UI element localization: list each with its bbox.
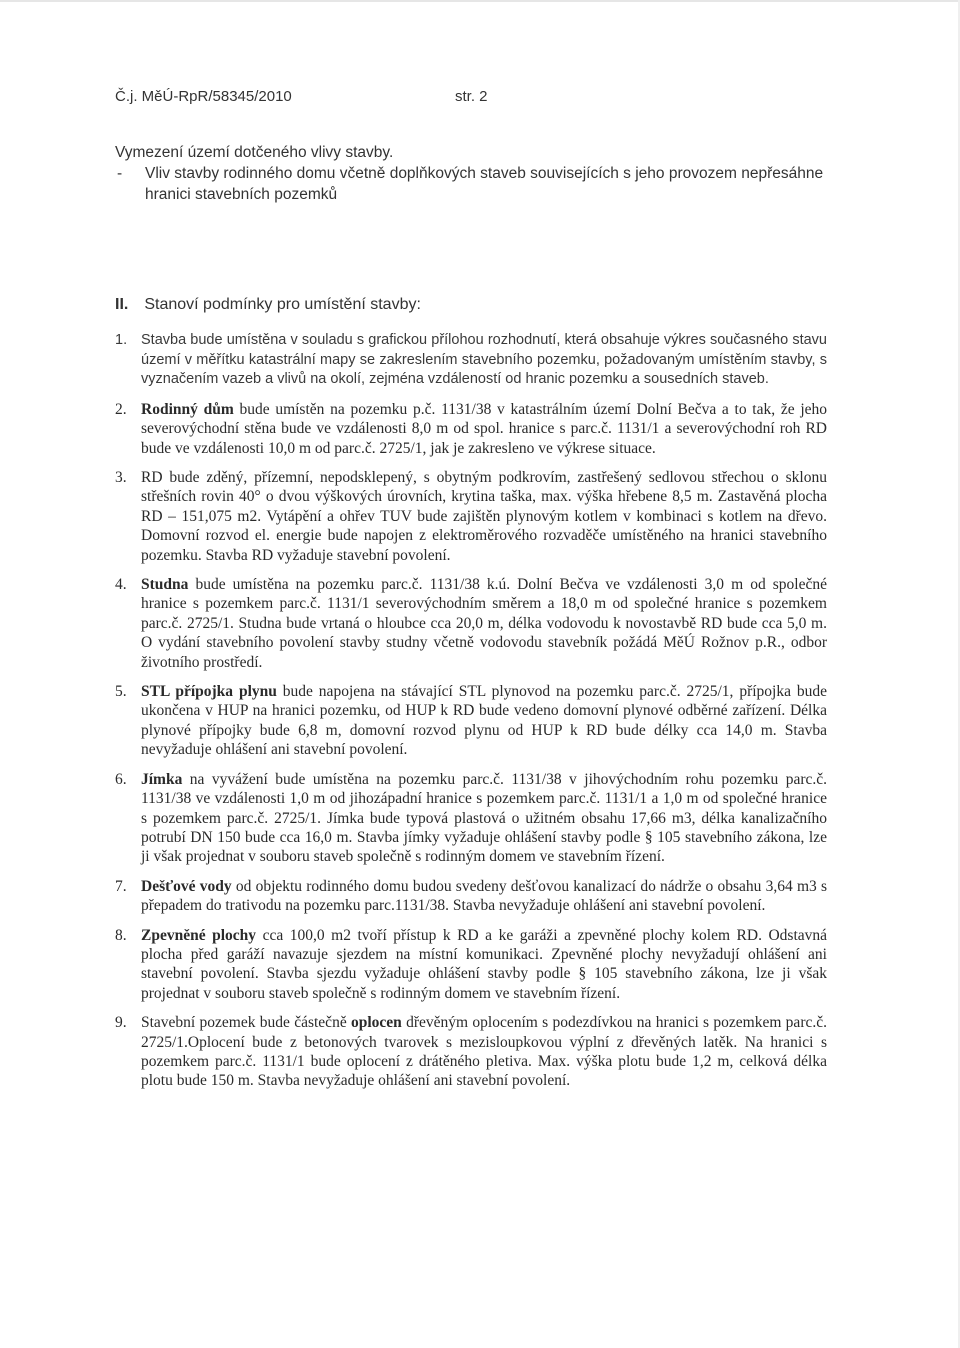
item-body: bude umístěna na pozemku parc.č. 1131/38 k.ú. Dolní Bečva ve vzdálenosti 3,0 m od společné hranice s pozemkem parc.č. 1131/1 severovýchodním směrem a 18,0 m od společné hranice s pozemkem parc.č. 2725/1. Studna bude vrtaná o hloubce cca 20,0 m, délka vodovodu k novostavbě RD bude cca 5,0 m. O vydání stavebního povolení stavby studny včetně vodovodu stavebník požádá MěÚ Rožnov p.R., odbor životního prostředí. bbox=[141, 576, 828, 671]
item-number: 3. bbox=[115, 469, 127, 486]
item-number: 5. bbox=[115, 683, 127, 701]
condition-item bbox=[115, 575, 827, 672]
scan-edge bbox=[0, 0, 960, 2]
item-text bbox=[141, 575, 827, 672]
item-body: cca 100,0 m2 tvoří přístup k RD a ke garáži a zpevněné plochy kolem RD. Odstavná plocha před garáží navazuje sjezdem na místní komunikaci. Zpevněné plochy nevyžadují ohlášení ani stavební povolení. Stavba sjezdu vyžaduje ohlášení stavby podle § 105 stavebního zákona, lze ji však projednat v souboru staveb společně s rodinným domem ve stavebním řízení. bbox=[141, 926, 828, 1002]
item-number: 8. bbox=[115, 926, 127, 944]
item-keyword: STL přípojka plynu bbox=[141, 683, 277, 701]
scope-text: Vliv stavby rodinného domu včetně doplňkových staveb souvisejících s jeho provozem nepřesáhne hranici stavebních pozemků bbox=[145, 165, 824, 203]
document-reference: Č.j. MěÚ-RpR/58345/2010 bbox=[115, 88, 292, 105]
item-body: bude umístěn na pozemku p.č. 1131/38 v katastrálním území Dolní Bečva a to tak, že jeho severovýchodní stěna bude ve vzdálenosti 8,0 m od spol. hranice s parc.č. 1131/1 a severovýchodní roh RD bude ve vzdálenosti 10,0 m od parc.č. 2725/1, jak je zakresleno ve výkrese situace. bbox=[141, 400, 828, 457]
section-numeral: II. bbox=[115, 296, 129, 313]
item-number: 7. bbox=[115, 877, 127, 895]
section-title: Stanoví podmínky pro umístění stavby: bbox=[144, 296, 421, 313]
section-heading bbox=[115, 296, 421, 314]
item-number: 9. bbox=[115, 1014, 127, 1032]
item-body: na vyvážení bude umístěna na pozemku parc.č. 1131/38 v jihovýchodním rohu pozemku parc.č. 1131/38 ve vzdálenosti 1,0 m od jihozápadní hranice s pozemkem parc.č. 1131/1 a 1,0 m od společné hranice s pozemkem parc.č. 2725/1. Jímka bude typová plastová o užitném obsahu 17,66 m3, délka kanalizačního potrubí DN 150 bude cca 16,0 m. Stavba jímky vyžaduje ohlášení stavby podle § 105 stavebního zákona, lze ji však projednat v souboru staveb společně s rodinným domem ve stavebním řízení. bbox=[141, 770, 827, 866]
item-text bbox=[141, 400, 827, 458]
condition-item bbox=[115, 770, 827, 867]
item-body: od objektu rodinného domu budou svedeny dešťovou kanalizací do nádrže o obsahu 3,64 m3 s přepadem do trativodu na pozemku parc.1131/38. Stavba nevyžaduje ohlášení ani stavební povolení. bbox=[141, 877, 827, 915]
item-text bbox=[141, 682, 827, 760]
item-text bbox=[141, 331, 827, 390]
item-text bbox=[141, 1013, 827, 1091]
item-keyword: oplocen bbox=[351, 1014, 402, 1032]
conditions-list bbox=[115, 331, 827, 1101]
condition-item bbox=[115, 682, 827, 760]
item-text bbox=[141, 926, 827, 1004]
item-keyword: Rodinný dům bbox=[141, 400, 234, 418]
item-body: RD bude zděný, přízemní, nepodsklepený, s obytným podkrovím, zastřešený sedlovou střechou o sklonu střešních rovin 40° o dvou výškových úrovních, krytina taška, max. výška hřebene 8,5 m. Zastavěná plocha RD – 151,075 m2. Vytápění a ohřev TUV bude zajištěn plynovým kotlem v kombinaci s kotlem na dřevo. Domovní rozvod el. energie bude napojen z elektroměrového rozvaděče umístěného na hranici stavebního pozemku. Stavba RD vyžaduje stavební povolení. bbox=[141, 469, 827, 564]
item-keyword: Jímka bbox=[141, 770, 183, 788]
scope-section bbox=[115, 142, 835, 205]
item-body: Stavba bude umístěna v souladu s grafickou přílohou rozhodnutí, která obsahuje výkres současného stavu území v měřítku katastrální mapy se zakreslením stavebního pozemku, požadovaným umístěním stavby, s vyznačením vazeb a vlivů na okolí, zejména vzdáleností od hranic pozemku a sousedních staveb. bbox=[141, 332, 827, 388]
item-lead: Stavební pozemek bude částečně bbox=[141, 1014, 347, 1032]
condition-item bbox=[115, 1013, 827, 1091]
item-keyword: Dešťové vody bbox=[141, 877, 232, 895]
condition-item bbox=[115, 331, 827, 390]
item-text bbox=[141, 877, 827, 916]
scope-bullet bbox=[115, 163, 835, 205]
condition-item bbox=[115, 926, 827, 1004]
condition-item bbox=[115, 400, 827, 458]
condition-item bbox=[115, 877, 827, 916]
page-header bbox=[115, 88, 488, 105]
item-body: bude napojena na stávající STL plynovod na pozemku parc.č. 2725/1, přípojka bude ukončena v HUP na hranici pozemku, od HUP k RD bude vedeno domovní plynové odběrné zařízení. Délka plynové přípojky bude 6,8 m, domovní rozvod plynu od HUP k RD bude délky cca 14,0 m. Stavba nevyžaduje ohlášení ani stavební povolení. bbox=[141, 683, 828, 759]
condition-item bbox=[115, 468, 827, 565]
item-text bbox=[141, 468, 827, 565]
item-number: 2. bbox=[115, 400, 127, 418]
item-number: 1. bbox=[115, 332, 128, 348]
page-number: str. 2 bbox=[455, 88, 488, 105]
item-text bbox=[141, 770, 827, 867]
item-keyword: Studna bbox=[141, 576, 189, 594]
item-body: dřevěným oplocením s podezdívkou na hranici s pozemkem parc.č. 2725/1.Oplocení bude z betonových tvarovek s mezisloupkovou výplní z dřevěných latěk. Na hranici s pozemkem parc.č. 1131/1 bude oplocení z drátěného pletiva. Max. výška plotu bude 1,2 m, celková délka plotu bude 150 m. Stavba nevyžaduje ohlášení ani stavební povolení. bbox=[141, 1014, 827, 1090]
item-number: 4. bbox=[115, 576, 127, 594]
item-keyword: Zpevněné plochy bbox=[141, 926, 257, 944]
dash-bullet: - bbox=[117, 165, 123, 182]
scope-heading: Vymezení území dotčeného vlivy stavby. bbox=[115, 144, 394, 161]
item-number: 6. bbox=[115, 770, 127, 788]
